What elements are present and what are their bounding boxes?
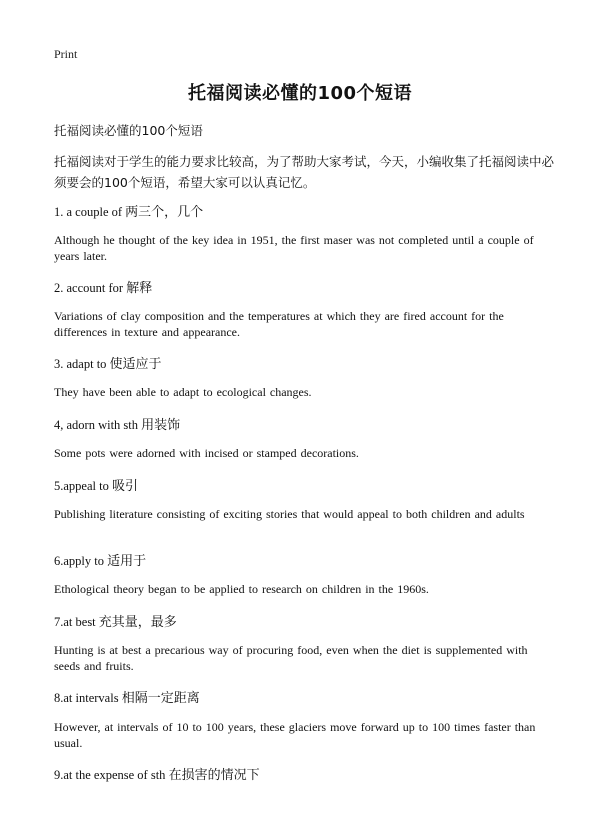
- entry-phrase: 5.appeal to: [54, 479, 112, 493]
- entry-meaning: 吸引: [111, 479, 138, 494]
- entry-example: Publishing literature consisting of exciting stories that would appeal to both children and adults: [54, 507, 525, 521]
- entry-example: However, at intervals of 10 to 100 years, these glaciers move forward up to 100 times faster than usual.: [54, 720, 536, 750]
- entry-phrase: 1. a couple of: [54, 205, 126, 219]
- entry-heading: [54, 201, 203, 220]
- entry-meaning: 解释: [126, 281, 153, 296]
- page-title: 托福阅读必懂的100个短语: [187, 83, 413, 104]
- entry-example: They have been able to adapt to ecological changes.: [54, 385, 312, 399]
- entry-phrase: 2. account for: [54, 281, 127, 295]
- entry-heading: [54, 475, 138, 494]
- entry-meaning: 使适应于: [109, 357, 162, 372]
- print-link[interactable]: Print: [54, 47, 78, 61]
- intro-paragraph: 托福阅读对于学生的能力要求比较高，为了帮助大家考试，今天，小编收集了托福阅读中必须要会的100个短语，希望大家可以认真记忆。: [54, 154, 555, 190]
- entry-heading: [54, 277, 152, 296]
- entry-phrase: 6.apply to: [54, 554, 108, 568]
- page-subtitle: 托福阅读必懂的100个短语: [54, 123, 203, 138]
- entry-heading: [54, 764, 260, 783]
- entry-heading: [54, 414, 180, 433]
- entry-example: Some pots were adorned with incised or stamped decorations.: [54, 446, 359, 460]
- entry-phrase: 4, adorn with sth: [54, 418, 142, 432]
- entry-heading: [54, 611, 177, 630]
- entry-heading: [54, 687, 200, 706]
- entry-example: Hunting is at best a precarious way of procuring food, even when the diet is supplemented with seeds and fruits.: [54, 643, 528, 673]
- entry-phrase: 8.at intervals: [54, 691, 122, 705]
- entry-meaning: 适用于: [107, 554, 147, 569]
- entry-example: Ethological theory began to be applied to research on children in the 1960s.: [54, 582, 429, 596]
- entry-phrase: 9.at the expense of sth: [54, 768, 169, 782]
- entry-phrase: 7.at best: [54, 615, 99, 629]
- entry-meaning: 用装饰: [141, 418, 181, 433]
- entry-example: Although he thought of the key idea in 1951, the first maser was not completed until a couple of years later.: [54, 233, 534, 263]
- entry-example: Variations of clay composition and the temperatures at which they are fired account for the differences in texture and appearance.: [54, 309, 504, 339]
- entry-heading: [54, 353, 162, 372]
- entry-meaning: 相隔一定距离: [121, 691, 200, 706]
- entry-phrase: 3. adapt to: [54, 357, 110, 371]
- entry-meaning: 两三个，几个: [125, 205, 204, 220]
- entry-heading: [54, 550, 146, 569]
- entry-meaning: 充其量，最多: [98, 615, 177, 630]
- entry-meaning: 在损害的情况下: [168, 768, 260, 783]
